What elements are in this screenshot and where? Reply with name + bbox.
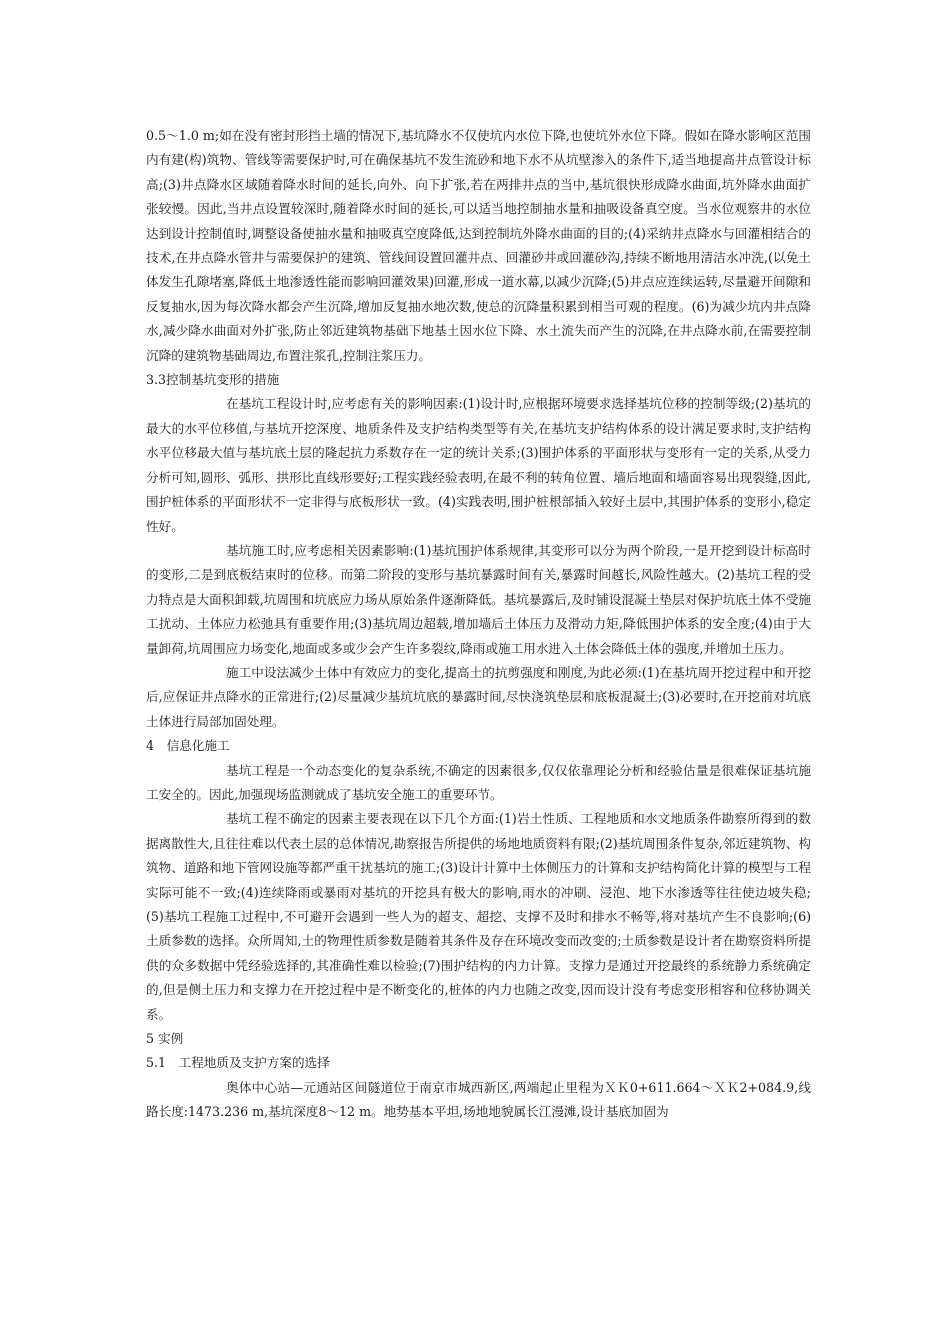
- section-heading-5-1: 5.1 工程地质及支护方案的选择: [146, 1055, 330, 1071]
- paragraph-dewatering-measures: 0.5～1.0 m;如在没有密封形挡土墙的情况下,基坑降水不仅使坑内水位下降,也使坑外水位下降。假如在降水影响区范围内有建(构)筑物、管线等需要保护时,可在确保基坑不发生流砂和地下水不从坑壁渗入的条件下,适当地提高井点管设计标高;(3)井点降水区域随着降水时间的延长,向外、向下扩张,若在两排井点的当中,基坑很快形成降水曲面,坑外降水曲面扩张较慢。因此,当井点设置较深时,随着降水时间的延长,可以适当地控制抽水量和抽吸设备真空度。当水位观察井的水位达到设计控制值时,调整设备使抽水量和抽吸真空度降低,达到控制坑外降水曲面的目的;(4)采纳井点降水与回灌相结合的技术,在井点降水管井与需要保护的建筑、管线间设置回灌井点、回灌砂井或回灌砂沟,持续不断地用清洁水冲洗,(以免土体发生孔隙堵塞,降低土地渗透性能而影响回灌效果)回灌,形成一道水幕,以减少沉降;(5)井点应连续运转,尽量避开间隙和反复抽水,因为每次降水都会产生沉降,增加反复抽水地次数,使总的沉降量积累到相当可观的程度。(6)为减少坑内井点降水,减少降水曲面对外扩张,防止邻近建筑物基础下地基土因水位下降、水土流失而产生的沉降,在井点降水前,在需要控制沉降的建筑物基础周边,布置注浆孔,控制注浆压力。: [146, 128, 811, 363]
- paragraph-monitoring-intro: 基坑工程是一个动态变化的复杂系统,不确定的因素很多,仅仅依靠理论分析和经验估量是很难保证基坑施工安全的。因此,加强现场监测就成了基坑安全施工的重要环节。: [146, 762, 811, 802]
- paragraph-project-overview: 奥体中心站—元通站区间隧道位于南京市城西新区,两端起止里程为ＸＫ0+611.664～ＸＫ2+084.9,线路长度:1473.236 m,基坑深度8～12 m。地势基本平坦,场地地貌属长江漫滩,设计基底加固为: [146, 1079, 811, 1120]
- paragraph-stress-measures: 施工中设法减少土体中有效应力的变化,提高土的抗剪强度和刚度,为此必须:(1)在基坑周开挖过程中和开挖后,应保证井点降水的正常进行;(2)尽量减少基坑坑底的暴露时间,尽快浇筑垫层和底板混凝土;(3)必要时,在开挖前对坑底土体进行局部加固处理。: [146, 664, 811, 729]
- section-heading-3-3: 3.3控制基坑变形的措施: [146, 372, 280, 388]
- document-body: [146, 124, 811, 1125]
- paragraph-design-factors: 在基坑工程设计时,应考虑有关的影响因素:(1)设计时,应根据环境要求选择基坑位移的控制等级;(2)基坑的最大的水平位移值,与基坑开挖深度、地质条件及支护结构类型等有关,在基坑支护结构体系的设计满足要求时,支护结构水平位移最大值与基坑底土层的隆起抗力系数存在一定的统计关系;(3)围护体系的平面形状与变形有一定的关系,从受力分析可知,圆形、弧形、拱形比直线形要好;工程实践经验表明,在最不利的转角位置、墙后地面和墙面容易出现裂缝,因此,围护桩体系的平面形状不一定非得与底板形状一致。(4)实践表明,围护桩根部插入较好土层中,其围护体系的变形小,稳定性好。: [146, 396, 811, 534]
- section-heading-5: 5 实例: [146, 1031, 184, 1047]
- paragraph-uncertain-factors: 基坑工程不确定的因素主要表现在以下几个方面:(1)岩土性质、工程地质和水文地质条件勘察所得到的数据离散性大,且往往难以代表土层的总体情况,勘察报告所提供的场地地质资料有限;(2)基坑周围条件复杂,邻近建筑物、构筑物、道路和地下管网设施等都严重干扰基坑的施工;(3)设计计算中土体侧压力的计算和支护结构简化计算的模型与工程实际可能不一致;(4)连续降雨或暴雨对基坑的开挖具有极大的影响,雨水的冲刷、浸泡、地下水渗透等往往使边坡失稳;(5)基坑工程施工过程中,不可避开会遇到一些人为的超支、超挖、支撑不及时和排水不畅等,将对基坑产生不良影响;(6)土质参数的选择。众所周知,土的物理性质参数是随着其条件及存在环境改变而改变的;土质参数是设计者在勘察资料所提供的众多数据中凭经验选择的,其准确性难以检验;(7)围护结构的内力计算。支撑力是通过开挖最终的系统静力系统确定的,但是侧土压力和支撑力在开挖过程中是不断变化的,桩体的内力也随之改变,因而设计没有考虑变形相容和位移协调关系。: [146, 811, 811, 1022]
- section-heading-4: 4 信息化施工: [146, 738, 230, 754]
- paragraph-construction-factors: 基坑施工时,应考虑相关因素影响:(1)基坑围护体系规律,其变形可以分为两个阶段,一是开挖到设计标高时的变形,二是到底板结束时的位移。而第二阶段的变形与基坑暴露时间有关,暴露时间越长,风险性越大。(2)基坑工程的受力特点是大面积卸载,坑周围和坑底应力场从原始条件逐渐降低。基坑暴露后,及时铺设混凝土垫层对保护坑底土体不受施工扰动、土体应力松弛具有重要作用;(3)基坑周边超载,增加墙后土体压力及滑动力矩,降低围护体系的安全度;(4)由于大量卸荷,坑周围应力场变化,地面或多或少会产生许多裂纹,降雨或施工用水进入土体会降低土体的强度,并增加土压力。: [146, 542, 811, 656]
